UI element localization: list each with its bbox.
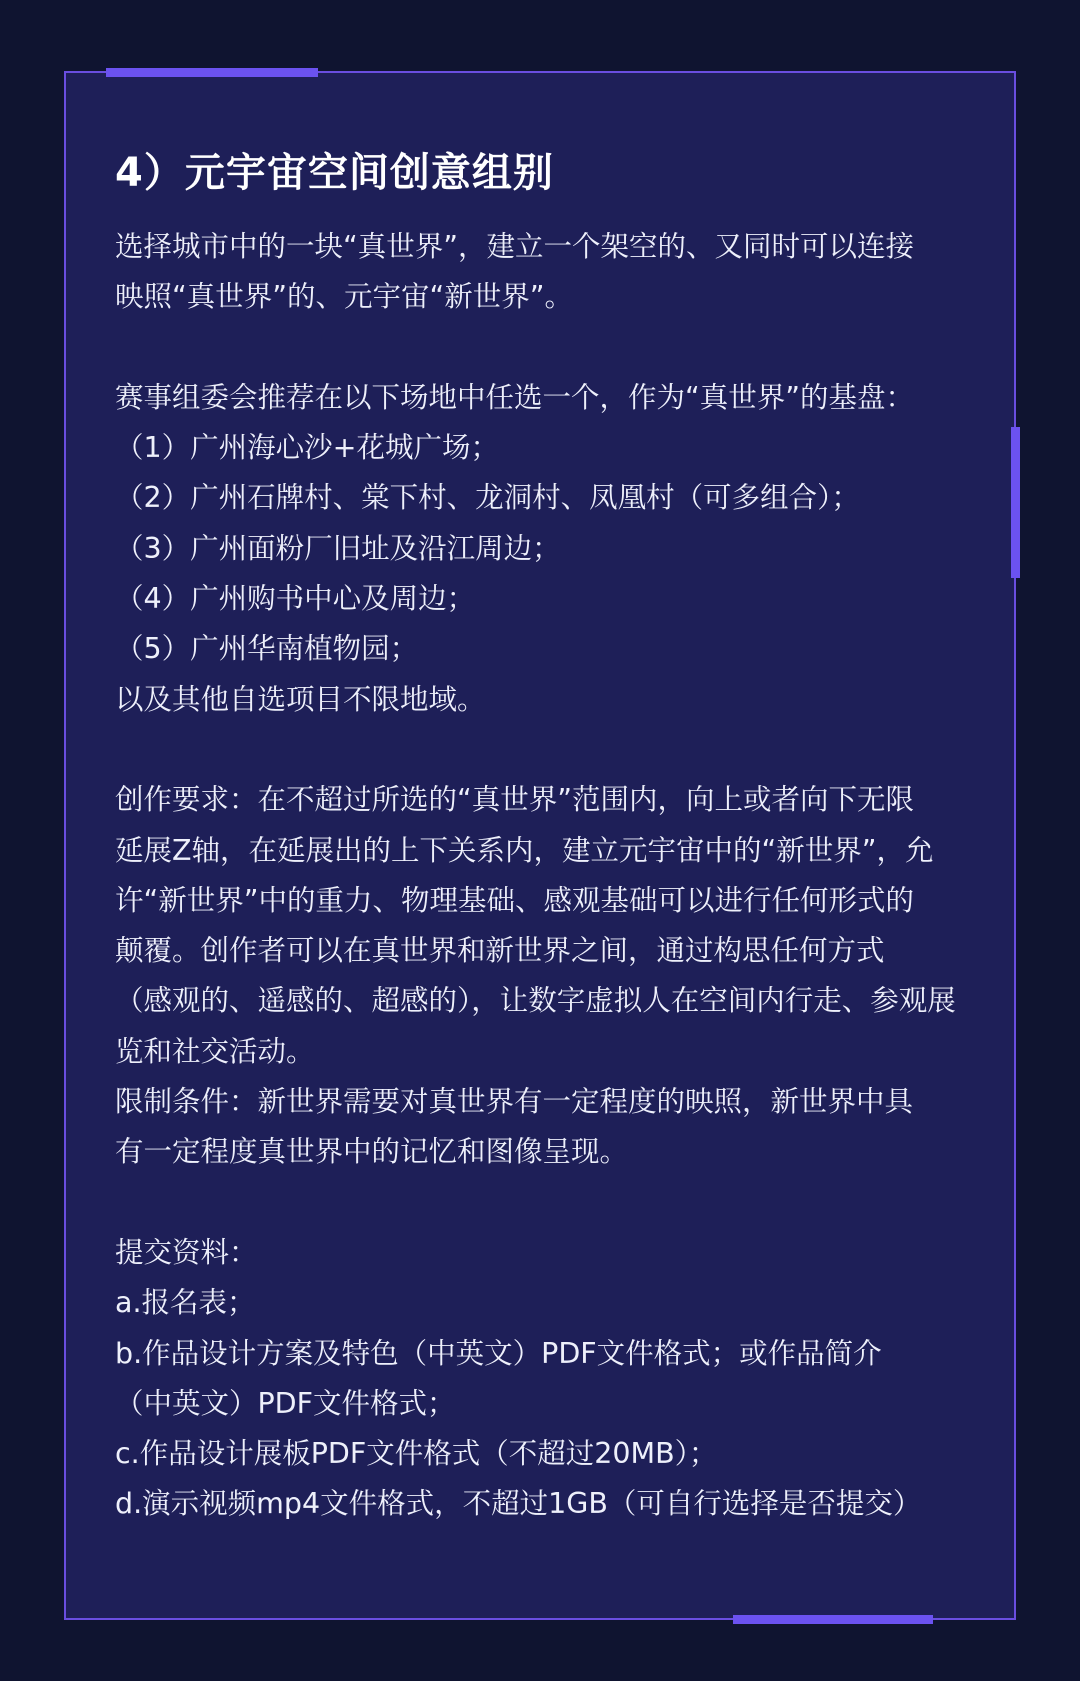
text-line: 颠覆。创作者可以在真世界和新世界之间，通过构思任何方式 [115,934,885,968]
text-line: （感观的、遥感的、超感的），让数字虚拟人在空间内行走、参观展 [115,984,956,1018]
list-item: b.作品设计方案及特色（中英文）PDF文件格式；或作品简介 [115,1336,882,1370]
requirements-paragraph [115,775,985,1177]
text-line: 选择城市中的一块“真世界”，建立一个架空的、又同时可以连接 [115,230,915,263]
venue-list [115,373,985,725]
list-item: d.演示视频mp4文件格式，不超过1GB（可自行选择是否提交） [115,1487,922,1521]
list-intro: 赛事组委会推荐在以下场地中任选一个，作为“真世界”的基盘： [115,380,915,414]
right-accent-bar [1011,427,1020,578]
text-line: 限制条件：新世界需要对真世界有一定程度的映照，新世界中具 [115,1085,914,1119]
text-line: 许“新世界”中的重力、物理基础、感观基础可以进行任何形式的 [115,883,915,917]
list-item: c.作品设计展板PDF文件格式（不超过20MB）； [115,1437,718,1471]
paragraph-gap [115,323,985,373]
text-line: 延展Z轴，在延展出的上下关系内，建立元宇宙中的“新世界”，允 [115,833,934,867]
text-line: 览和社交活动。 [115,1034,315,1068]
list-item: （4）广州购书中心及周边； [115,582,476,616]
list-item: a.报名表； [115,1286,256,1320]
card-content [115,142,985,1530]
submission-list [115,1228,985,1530]
text-line: 创作要求：在不超过所选的“真世界”范围内，向上或者向下无限 [115,783,915,817]
list-intro: 提交资料： [115,1235,258,1269]
text-line: 映照“真世界”的、元宇宙“新世界”。 [115,280,574,314]
section-title: 4）元宇宙空间创意组别 [115,150,554,196]
text-line: 有一定程度真世界中的记忆和图像呈现。 [115,1135,629,1169]
bottom-accent-bar [733,1615,933,1624]
list-footer: 以及其他自选项目不限地域。 [115,682,486,716]
list-item: （中英文）PDF文件格式； [115,1386,456,1420]
paragraph-gap [115,725,985,775]
paragraph-gap [115,1178,985,1228]
list-item: （3）广州面粉厂旧址及沿江周边； [115,531,561,565]
list-item: （2）广州石牌村、棠下村、龙洞村、凤凰村（可多组合）； [115,481,860,515]
list-item: （1）广州海心沙+花城广场； [115,431,500,465]
intro-paragraph [115,222,985,323]
list-item: （5）广州华南植物园； [115,632,419,666]
top-accent-bar [106,68,318,77]
